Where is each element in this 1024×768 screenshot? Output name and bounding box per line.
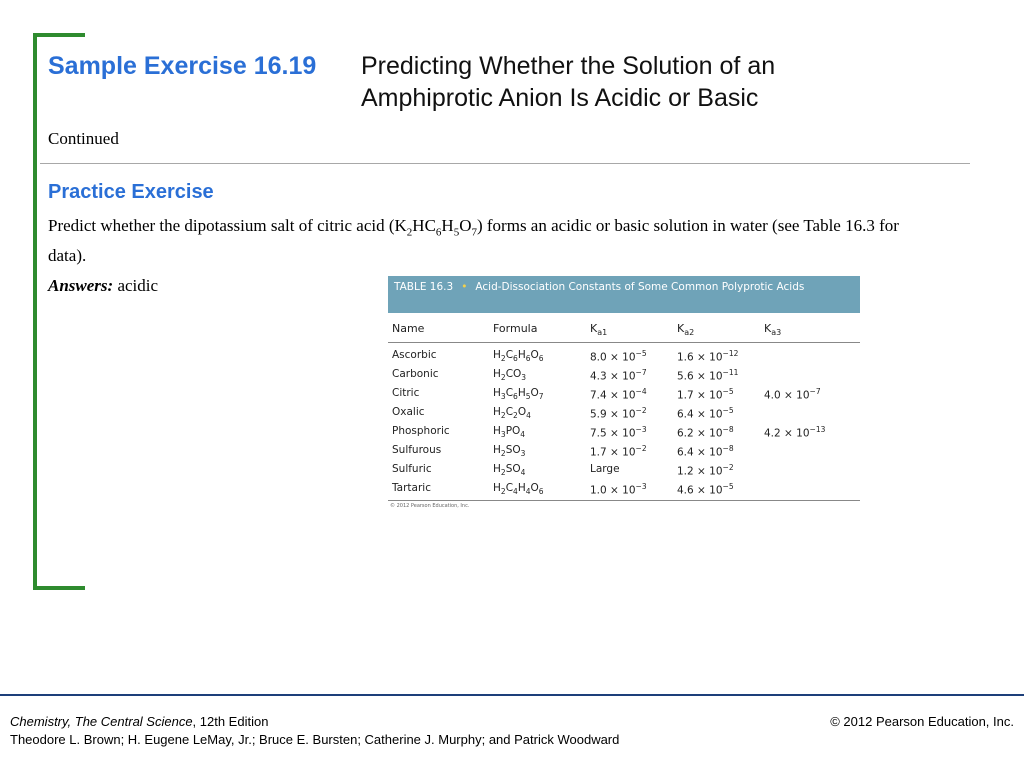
table-number: TABLE 16.3 [394, 281, 454, 293]
ka2-value: $1.2 \times 10^{-2}$ [677, 463, 734, 478]
ka2-value: $6.4 \times 10^{-5}$ [677, 406, 734, 421]
table-header [388, 276, 860, 313]
ka2-value: $1.6 \times 10^{-12}$ [677, 349, 739, 364]
table-row [388, 459, 860, 478]
acid-formula: $H_2SO_3$ [493, 444, 526, 459]
title-label: Sample Exercise 16.19 [48, 52, 317, 80]
acid-name: Tartaric [392, 482, 431, 494]
table-row [388, 383, 860, 402]
footer-edition: , 12th Edition [192, 714, 269, 729]
column-header: Name [392, 322, 425, 335]
footer-authors: Theodore L. Brown; H. Eugene LeMay, Jr.; Bruce E. Bursten; Catherine J. Murphy; and Patrick Woodward [10, 732, 620, 747]
footer-book-title: Chemistry, The Central Science [10, 714, 193, 729]
table-body [388, 343, 860, 501]
column-header: Formula [493, 322, 538, 335]
ka1-value: $7.5 \times 10^{-3}$ [590, 425, 647, 440]
table-row [388, 440, 860, 459]
answers [48, 276, 158, 296]
practice-question: Predict whether the dipotassium salt of citric acid $(K_2HC_6H_5O_7)$ forms an acidic or basic solution in water (see Table 16.3 for data). [48, 216, 899, 266]
footer-rule [0, 694, 1024, 696]
continued-label: Continued [48, 129, 119, 148]
table-row [388, 478, 860, 497]
table-row [388, 345, 860, 364]
acid-name: Sulfurous [392, 444, 442, 456]
acid-name: Citric [392, 387, 420, 399]
column-header: $K_{a3}$ [764, 322, 782, 338]
green-bracket-top [33, 33, 85, 37]
acid-constants-table [388, 276, 860, 509]
title-text: Predicting Whether the Solution of an Amphiprotic Anion Is Acidic or Basic [361, 52, 776, 112]
ka1-value: $1.0 \times 10^{-3}$ [590, 482, 647, 497]
acid-name: Oxalic [392, 406, 425, 418]
acid-formula: $H_2SO_4$ [493, 463, 526, 478]
green-bracket-vertical [33, 33, 37, 590]
acid-name: Carbonic [392, 368, 439, 380]
answers-label: Answers: [48, 276, 114, 295]
acid-formula: $H_2C_2O_4$ [493, 406, 531, 421]
table-row [388, 364, 860, 383]
ka2-value: $6.4 \times 10^{-8}$ [677, 444, 734, 459]
ka1-value: $4.3 \times 10^{-7}$ [590, 368, 647, 383]
column-header: $K_{a2}$ [677, 322, 695, 338]
acid-formula: $H_2C_4H_4O_6$ [493, 482, 544, 497]
table-columns [388, 318, 860, 343]
green-bracket-bottom [33, 586, 85, 590]
acid-formula: $H_3PO_4$ [493, 425, 526, 440]
ka1-value: $8.0 \times 10^{-5}$ [590, 349, 647, 364]
acid-name: Phosphoric [392, 425, 450, 437]
footer-book [10, 714, 268, 729]
ka1-value: $5.9 \times 10^{-2}$ [590, 406, 647, 421]
ka1-value: $1.7 \times 10^{-2}$ [590, 444, 647, 459]
table-row [388, 421, 860, 440]
ka2-value: $4.6 \times 10^{-5}$ [677, 482, 734, 497]
ka1-value: Large [590, 463, 620, 475]
column-header: $K_{a1}$ [590, 322, 608, 338]
acid-name: Ascorbic [392, 349, 437, 361]
bullet-icon: • [461, 281, 468, 293]
acid-formula: $H_2C_6H_6O_6$ [493, 349, 544, 364]
ka2-value: $6.2 \times 10^{-8}$ [677, 425, 734, 440]
answers-value: acidic [117, 276, 159, 295]
ka3-value: $4.0 \times 10^{-7}$ [764, 387, 821, 402]
acid-formula: $H_3C_6H_5O_7$ [493, 387, 544, 402]
ka3-value: $4.2 \times 10^{-13}$ [764, 425, 826, 440]
divider [40, 163, 970, 164]
ka1-value: $7.4 \times 10^{-4}$ [590, 387, 647, 402]
ka2-value: $1.7 \times 10^{-5}$ [677, 387, 734, 402]
acid-formula: $H_2CO_3$ [493, 368, 527, 383]
table-row [388, 402, 860, 421]
ka2-value: $5.6 \times 10^{-11}$ [677, 368, 739, 383]
table-copyright: © 2012 Pearson Education, Inc. [390, 503, 470, 509]
practice-heading: Practice Exercise [48, 181, 214, 203]
footer-copyright: © 2012 Pearson Education, Inc. [830, 714, 1014, 729]
table-title: Acid-Dissociation Constants of Some Common Polyprotic Acids [475, 281, 805, 293]
acid-name: Sulfuric [392, 463, 432, 475]
